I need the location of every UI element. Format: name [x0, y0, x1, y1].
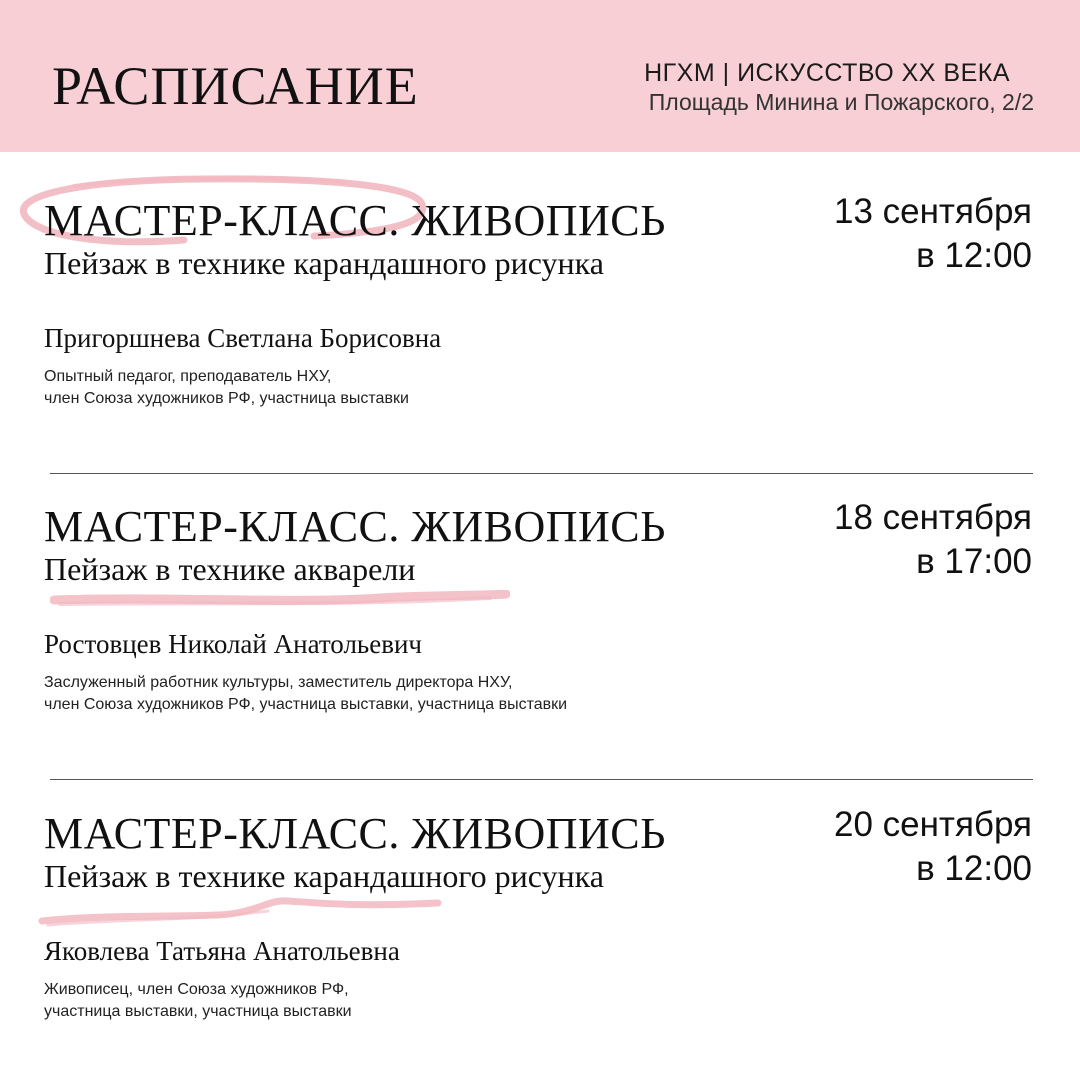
event-item	[0, 192, 1080, 496]
event-time: в 12:00	[916, 849, 1032, 888]
event-title: МАСТЕР-КЛАСС. ЖИВОПИСЬ	[44, 502, 666, 551]
event-date: 18 сентября	[833, 498, 1032, 537]
page-title: РАСПИСАНИЕ	[52, 56, 419, 116]
event-time: в 17:00	[916, 542, 1032, 581]
section-divider	[50, 779, 1033, 780]
header-banner	[0, 0, 1080, 152]
event-title: МАСТЕР-КЛАСС. ЖИВОПИСЬ	[44, 196, 666, 245]
event-subtitle: Пейзаж в технике карандашного рисунка	[44, 245, 604, 281]
instructor-name: Пригоршнева Светлана Борисовна	[44, 323, 442, 353]
brush-underline-decoration	[38, 893, 448, 929]
event-time: в 12:00	[916, 236, 1032, 275]
venue-address: Площадь Минина и Пожарского, 2/2	[648, 89, 1034, 115]
brush-underline-decoration	[50, 590, 510, 612]
description-line: член Союза художников РФ, участница выставки	[44, 390, 409, 407]
description-line: Опытный педагог, преподаватель НХУ,	[44, 368, 332, 385]
event-item	[0, 498, 1080, 802]
event-date: 13 сентября	[833, 192, 1032, 231]
venue-name: НГХМ | ИСКУССТВО ХХ ВЕКА	[644, 59, 1010, 87]
event-item	[0, 805, 1080, 1080]
description-line: член Союза художников РФ, участница выставки, участница выставки	[44, 696, 568, 713]
description-line: Заслуженный работник культуры, заместитель директора НХУ,	[44, 674, 513, 691]
description-line: участница выставки, участница выставки	[44, 1003, 352, 1020]
instructor-name: Яковлева Татьяна Анатольевна	[44, 936, 400, 966]
instructor-description	[44, 672, 567, 716]
instructor-name: Ростовцев Николай Анатольевич	[44, 629, 422, 659]
description-line: Живописец, член Союза художников РФ,	[44, 981, 349, 998]
instructor-description	[44, 366, 409, 410]
instructor-description	[44, 979, 352, 1023]
event-date: 20 сентября	[833, 805, 1032, 844]
event-subtitle: Пейзаж в технике акварели	[44, 551, 416, 587]
event-title: МАСТЕР-КЛАСС. ЖИВОПИСЬ	[44, 809, 666, 858]
event-subtitle: Пейзаж в технике карандашного рисунка	[44, 858, 604, 894]
section-divider	[50, 473, 1033, 474]
